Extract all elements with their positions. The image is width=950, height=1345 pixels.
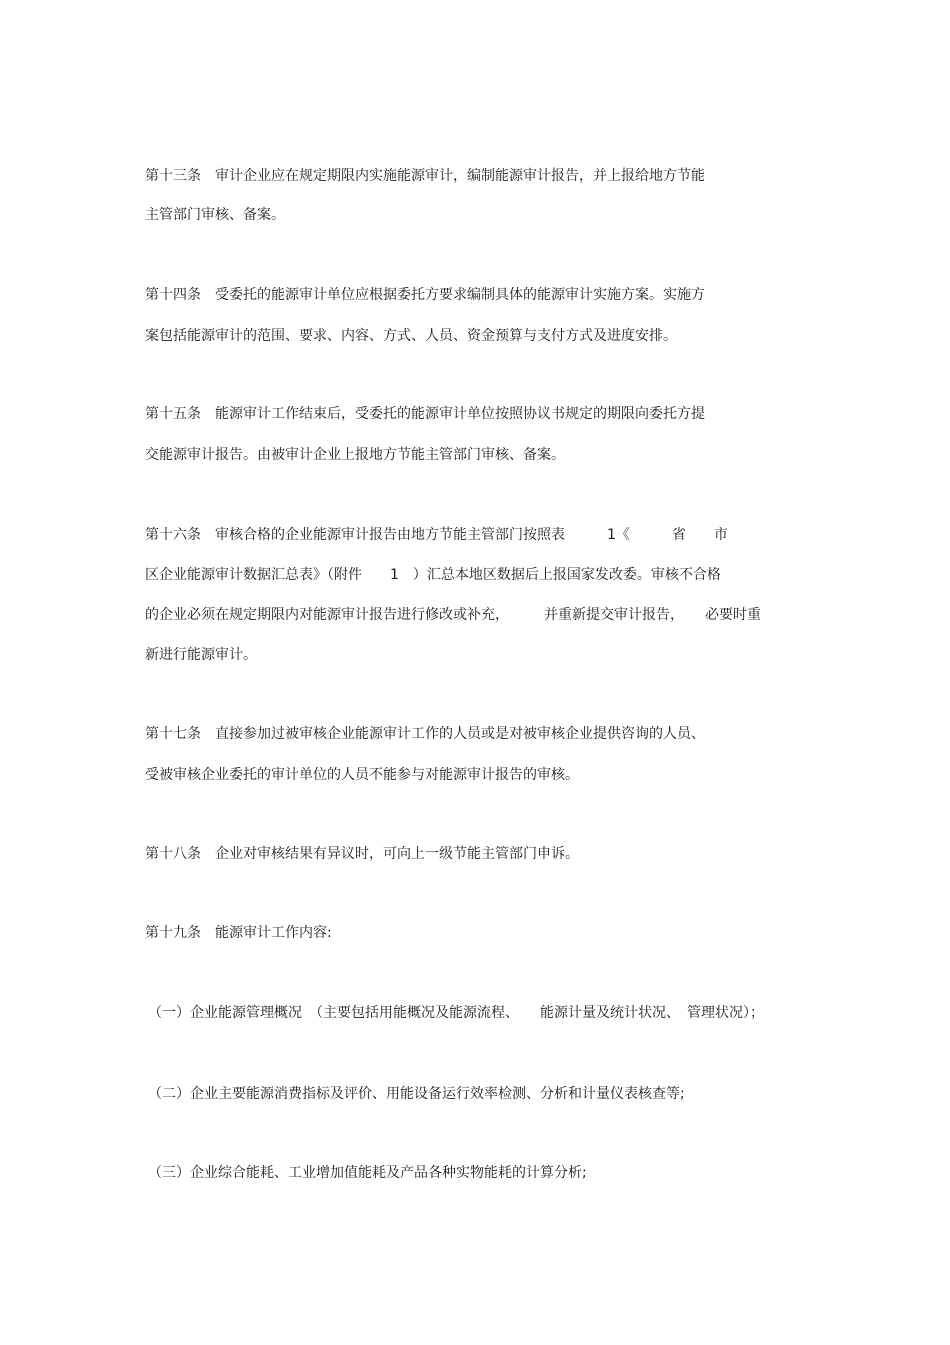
article-16-line-1: 第十六条 审核合格的企业能源审计报告由地方节能主管部门按照表 1《 省 市 — [145, 527, 728, 543]
article-17-line-2: 受被审核企业委托的审计单位的人员不能参与对能源审计报告的审核。 — [145, 767, 579, 783]
article-15-line-1: 第十五条 能源审计工作结束后，受委托的能源审计单位按照协议书规定的期限向委托方提 — [145, 406, 705, 422]
article-14-line-1: 第十四条 受委托的能源审计单位应根据委托方要求编制具体的能源审计实施方案。实施方 — [145, 287, 705, 303]
content-item-1: （一）企业能源管理概况 （主要包括用能概况及能源流程、 能源计量及统计状况、 管理状况）； — [148, 1005, 764, 1021]
article-16-line-4: 新进行能源审计。 — [145, 647, 257, 663]
article-14-line-2: 案包括能源审计的范围、要求、内容、方式、人员、资金预算与支付方式及进度安排。 — [145, 328, 677, 344]
article-18-line-1: 第十八条 企业对审核结果有异议时，可向上一级节能主管部门申诉。 — [145, 846, 579, 862]
article-16-line-3: 的企业必须在规定期限内对能源审计报告进行修改或补充， 并重新提交审计报告， 必要时重 — [145, 607, 761, 623]
article-15-line-2: 交能源审计报告。由被审计企业上报地方节能主管部门审核、备案。 — [145, 447, 565, 463]
article-13-line-2: 主管部门审核、备案。 — [145, 207, 285, 223]
content-item-2: （二）企业主要能源消费指标及评价、用能设备运行效率检测、分析和计量仪表核查等; — [148, 1086, 685, 1102]
content-item-3: （三）企业综合能耗、工业增加值能耗及产品各种实物能耗的计算分析; — [148, 1165, 587, 1181]
article-19-line-1: 第十九条 能源审计工作内容: — [145, 925, 332, 941]
article-16-line-2: 区企业能源审计数据汇总表》（附件 1 ）汇总本地区数据后上报国家发改委。审核不合格 — [145, 567, 721, 583]
article-17-line-1: 第十七条 直接参加过被审核企业能源审计工作的人员或是对被审核企业提供咨询的人员、 — [145, 726, 705, 742]
article-13-line-1: 第十三条 审计企业应在规定期限内实施能源审计，编制能源审计报告，并上报给地方节能 — [145, 168, 705, 184]
